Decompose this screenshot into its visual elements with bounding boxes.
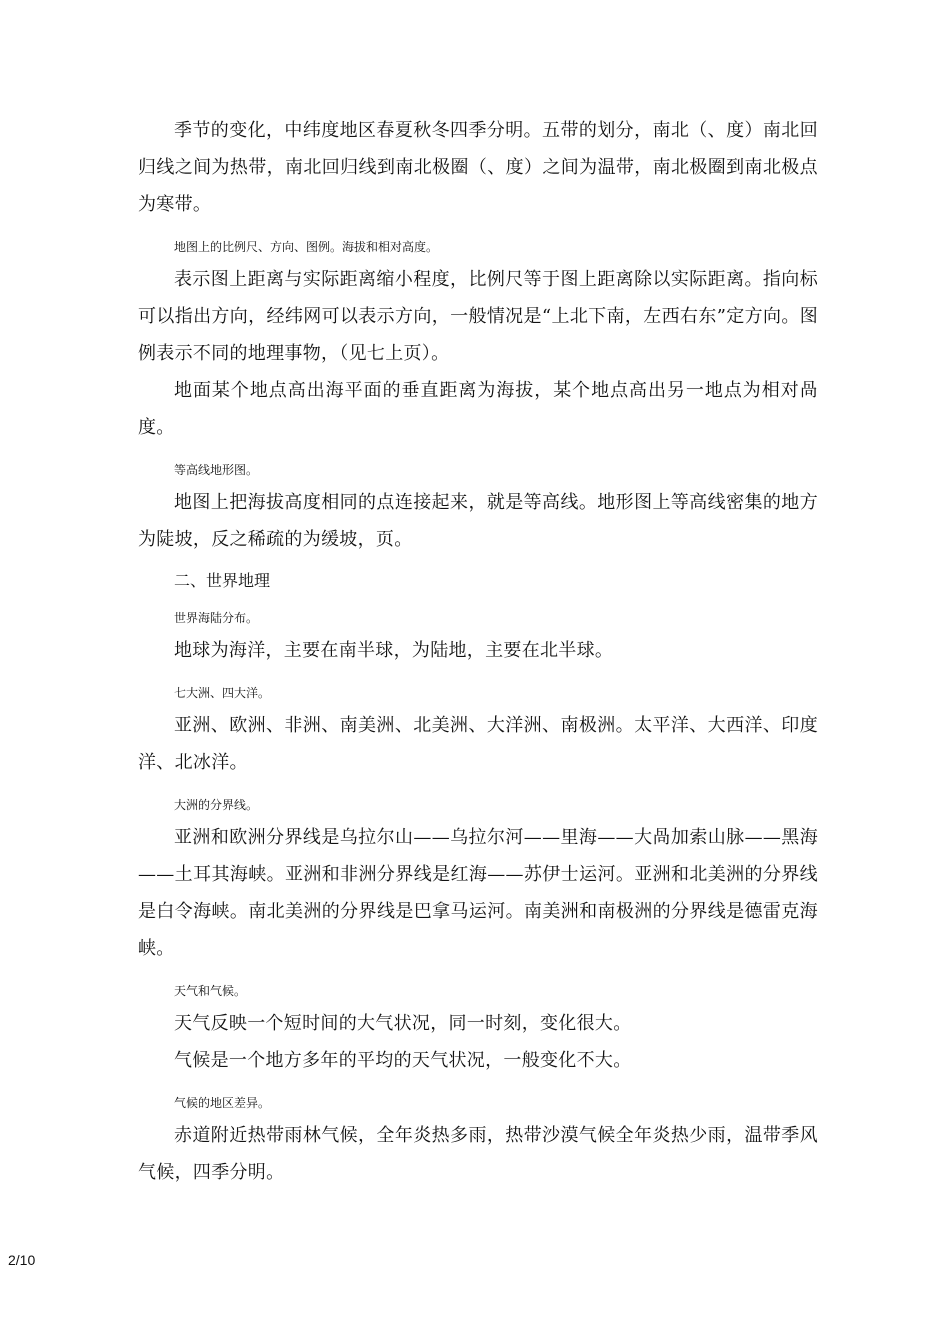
paragraph-altitude: 地面某个地点高出海平面的垂直距离为海拔，某个地点高出另一地点为相对咼度。	[138, 380, 818, 438]
paragraph-seasons: 季节的变化，中纬度地区春夏秋冬四季分明。五带的划分，南北（、度）南北回归线之间为热带，南北回归线到南北极圈（、度）之间为温带，南北极圈到南北极点为寒带。	[138, 120, 818, 215]
heading-land-sea: 世界海陆分布。	[174, 611, 259, 625]
paragraph-scale: 表示图上距离与实际距离缩小程度，比例尺等于图上距离除以实际距离。指向标可以指出方向，经纬网可以表示方向，一般情况是“上北下南，左西右东”定方向。图例表示不同的地理事物，（见七上页）。	[138, 269, 818, 364]
paragraph-continents-oceans: 亚洲、欧洲、非洲、南美洲、北美洲、大洋洲、南极洲。太平洋、大西洋、印度洋、北冰洋。	[138, 715, 818, 773]
heading-climate-regions: 气候的地区差异。	[174, 1096, 271, 1110]
section-title-world-geography: 二、世界地理	[174, 571, 271, 590]
page-number: 2/10	[8, 1252, 36, 1268]
heading-weather-climate: 天气和气候。	[174, 984, 247, 998]
document-body	[138, 112, 818, 1191]
paragraph-climate: 气候是一个地方多年的平均的天气状况，一般变化不大。	[174, 1050, 632, 1071]
paragraph-boundaries: 亚洲和欧洲分界线是乌拉尔山——乌拉尔河——里海——大咼加索山脉——黑海——土耳其海峡。亚洲和非洲分界线是红海——苏伊士运河。亚洲和北美洲的分界线是白令海峡。南北美洲的分界线是巴拿马运河。南美洲和南极洲的分界线是德雷克海峡。	[138, 827, 818, 959]
paragraph-contour: 地图上把海拔高度相同的点连接起来，就是等高线。地形图上等高线密集的地方为陡坡，反之稀疏的为缓坡，页。	[138, 492, 818, 550]
heading-map-scale: 地图上的比例尺、方向、图例。海拔和相对高度。	[174, 240, 439, 254]
paragraph-land-sea: 地球为海洋，主要在南半球，为陆地，主要在北半球。	[174, 640, 614, 661]
heading-contour: 等高线地形图。	[174, 463, 259, 477]
heading-boundaries: 大洲的分界线。	[174, 798, 259, 812]
paragraph-climate-regions: 赤道附近热带雨林气候，全年炎热多雨，热带沙漠气候全年炎热少雨，温带季风气候，四季分明。	[138, 1125, 818, 1183]
paragraph-weather: 天气反映一个短时间的大气状况，同一时刻，变化很大。	[174, 1013, 632, 1034]
heading-continents-oceans: 七大洲、四大洋。	[174, 686, 271, 700]
